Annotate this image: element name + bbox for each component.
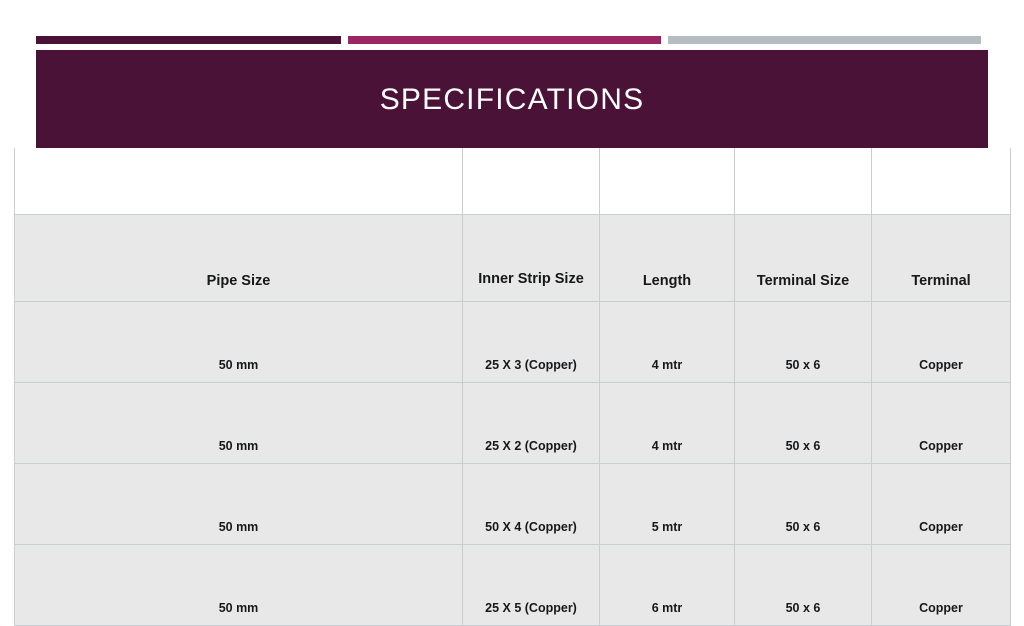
table-spacer-cell [15, 148, 463, 215]
cell-length: 4 mtr [600, 383, 735, 464]
specifications-table-container [14, 148, 1010, 615]
table-spacer-row [15, 148, 1011, 215]
top-accent-bars [36, 36, 988, 44]
cell-terminal-size: 50 x 6 [735, 464, 872, 545]
cell-pipe-size: 50 mm [15, 383, 463, 464]
table-header-row [15, 215, 1011, 302]
table-spacer-cell [463, 148, 600, 215]
cell-terminal-size: 50 x 6 [735, 545, 872, 626]
cell-length: 4 mtr [600, 302, 735, 383]
cell-pipe-size: 50 mm [15, 302, 463, 383]
column-header-terminal: Terminal [872, 215, 1011, 302]
cell-pipe-size: 50 mm [15, 545, 463, 626]
table-spacer-cell [735, 148, 872, 215]
table-spacer-cell [872, 148, 1011, 215]
cell-terminal: Copper [872, 302, 1011, 383]
cell-length: 5 mtr [600, 464, 735, 545]
accent-bar-magenta [348, 36, 661, 44]
accent-bar-dark-plum [36, 36, 341, 44]
cell-inner-strip-size: 50 X 4 (Copper) [463, 464, 600, 545]
accent-bar-grey [668, 36, 981, 44]
column-header-inner-strip-size: Inner Strip Size [463, 215, 600, 302]
page-title: SPECIFICATIONS [379, 83, 645, 116]
cell-pipe-size: 50 mm [15, 464, 463, 545]
specifications-table [14, 148, 1011, 626]
cell-terminal: Copper [872, 545, 1011, 626]
table-row [15, 464, 1011, 545]
cell-inner-strip-size: 25 X 3 (Copper) [463, 302, 600, 383]
column-header-length: Length [600, 215, 735, 302]
cell-inner-strip-size: 25 X 2 (Copper) [463, 383, 600, 464]
table-spacer-cell [600, 148, 735, 215]
title-banner [36, 50, 988, 150]
cell-terminal: Copper [872, 464, 1011, 545]
cell-length: 6 mtr [600, 545, 735, 626]
table-row [15, 383, 1011, 464]
cell-terminal-size: 50 x 6 [735, 383, 872, 464]
column-header-pipe-size: Pipe Size [15, 215, 463, 302]
cell-inner-strip-size: 25 X 5 (Copper) [463, 545, 600, 626]
table-row [15, 545, 1011, 626]
column-header-terminal-size: Terminal Size [735, 215, 872, 302]
cell-terminal-size: 50 x 6 [735, 302, 872, 383]
cell-terminal: Copper [872, 383, 1011, 464]
table-row [15, 302, 1011, 383]
